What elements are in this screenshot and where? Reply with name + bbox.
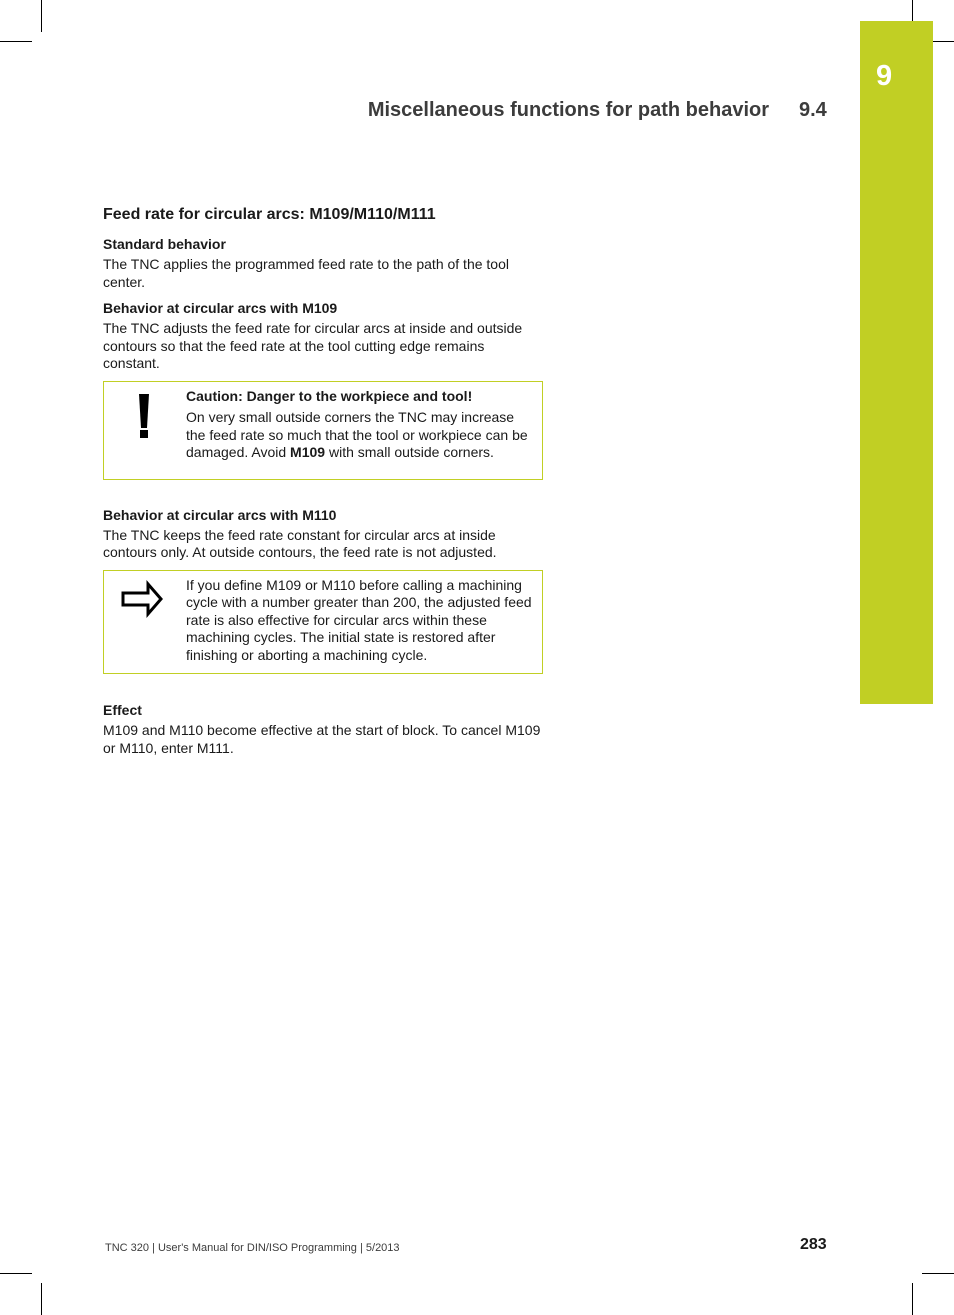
section-title: Feed rate for circular arcs: M109/M110/M111 [103, 206, 436, 223]
caution-note [103, 381, 543, 480]
info-note-body: If you define M109 or M110 before calling a machining cycle with a number greater than 200, the adjusted feed rate is also effective for circular arcs within these machining cycles. The initial state is restored after finishing or aborting a machining cycle. [186, 576, 532, 663]
caution-text-before: On very small outside corners the TNC may increase the feed rate so much that the tool or workpiece can be damaged. Avoid [186, 409, 528, 460]
caution-note-body [186, 382, 542, 479]
arrow-right-icon [104, 571, 186, 674]
crop-mark [41, 1283, 42, 1315]
info-note [103, 570, 543, 675]
footer-text: TNC 320 | User's Manual for DIN/ISO Programming | 5/2013 [105, 1242, 400, 1254]
subheading-standard: Standard behavior [103, 236, 226, 252]
page-number: 283 [800, 1236, 827, 1253]
caution-title: Caution: Danger to the workpiece and tool! [186, 387, 473, 404]
caution-emphasis: M109 [290, 444, 326, 460]
subheading-m110: Behavior at circular arcs with M110 [103, 506, 337, 523]
running-header-section: 9.4 [799, 99, 827, 121]
crop-mark [0, 41, 32, 42]
subheading-m109: Behavior at circular arcs with M109 [103, 300, 338, 316]
crop-mark [41, 0, 42, 32]
crop-mark [912, 1283, 913, 1315]
paragraph-standard: The TNC applies the programmed feed rate to the path of the tool center. [103, 256, 509, 290]
caution-text-after: with small outside corners. [325, 444, 494, 460]
main-content [103, 205, 543, 765]
exclamation-icon [104, 382, 186, 479]
chapter-tab [860, 21, 933, 704]
crop-mark [922, 1273, 954, 1274]
crop-mark [0, 1273, 32, 1274]
subheading-effect: Effect [103, 702, 142, 718]
paragraph-m110: The TNC keeps the feed rate constant for circular arcs at inside contours only. At outside contours, the feed rate is not adjusted. [103, 526, 497, 560]
running-header-title: Miscellaneous functions for path behavior [367, 99, 769, 121]
paragraph-effect: M109 and M110 become effective at the start of block. To cancel M109 or M110, enter M111. [103, 722, 541, 756]
chapter-number: 9 [876, 60, 893, 92]
paragraph-m109: The TNC adjusts the feed rate for circular arcs at inside and outside contours so that the feed rate at the tool cutting edge remains constant. [103, 320, 523, 371]
